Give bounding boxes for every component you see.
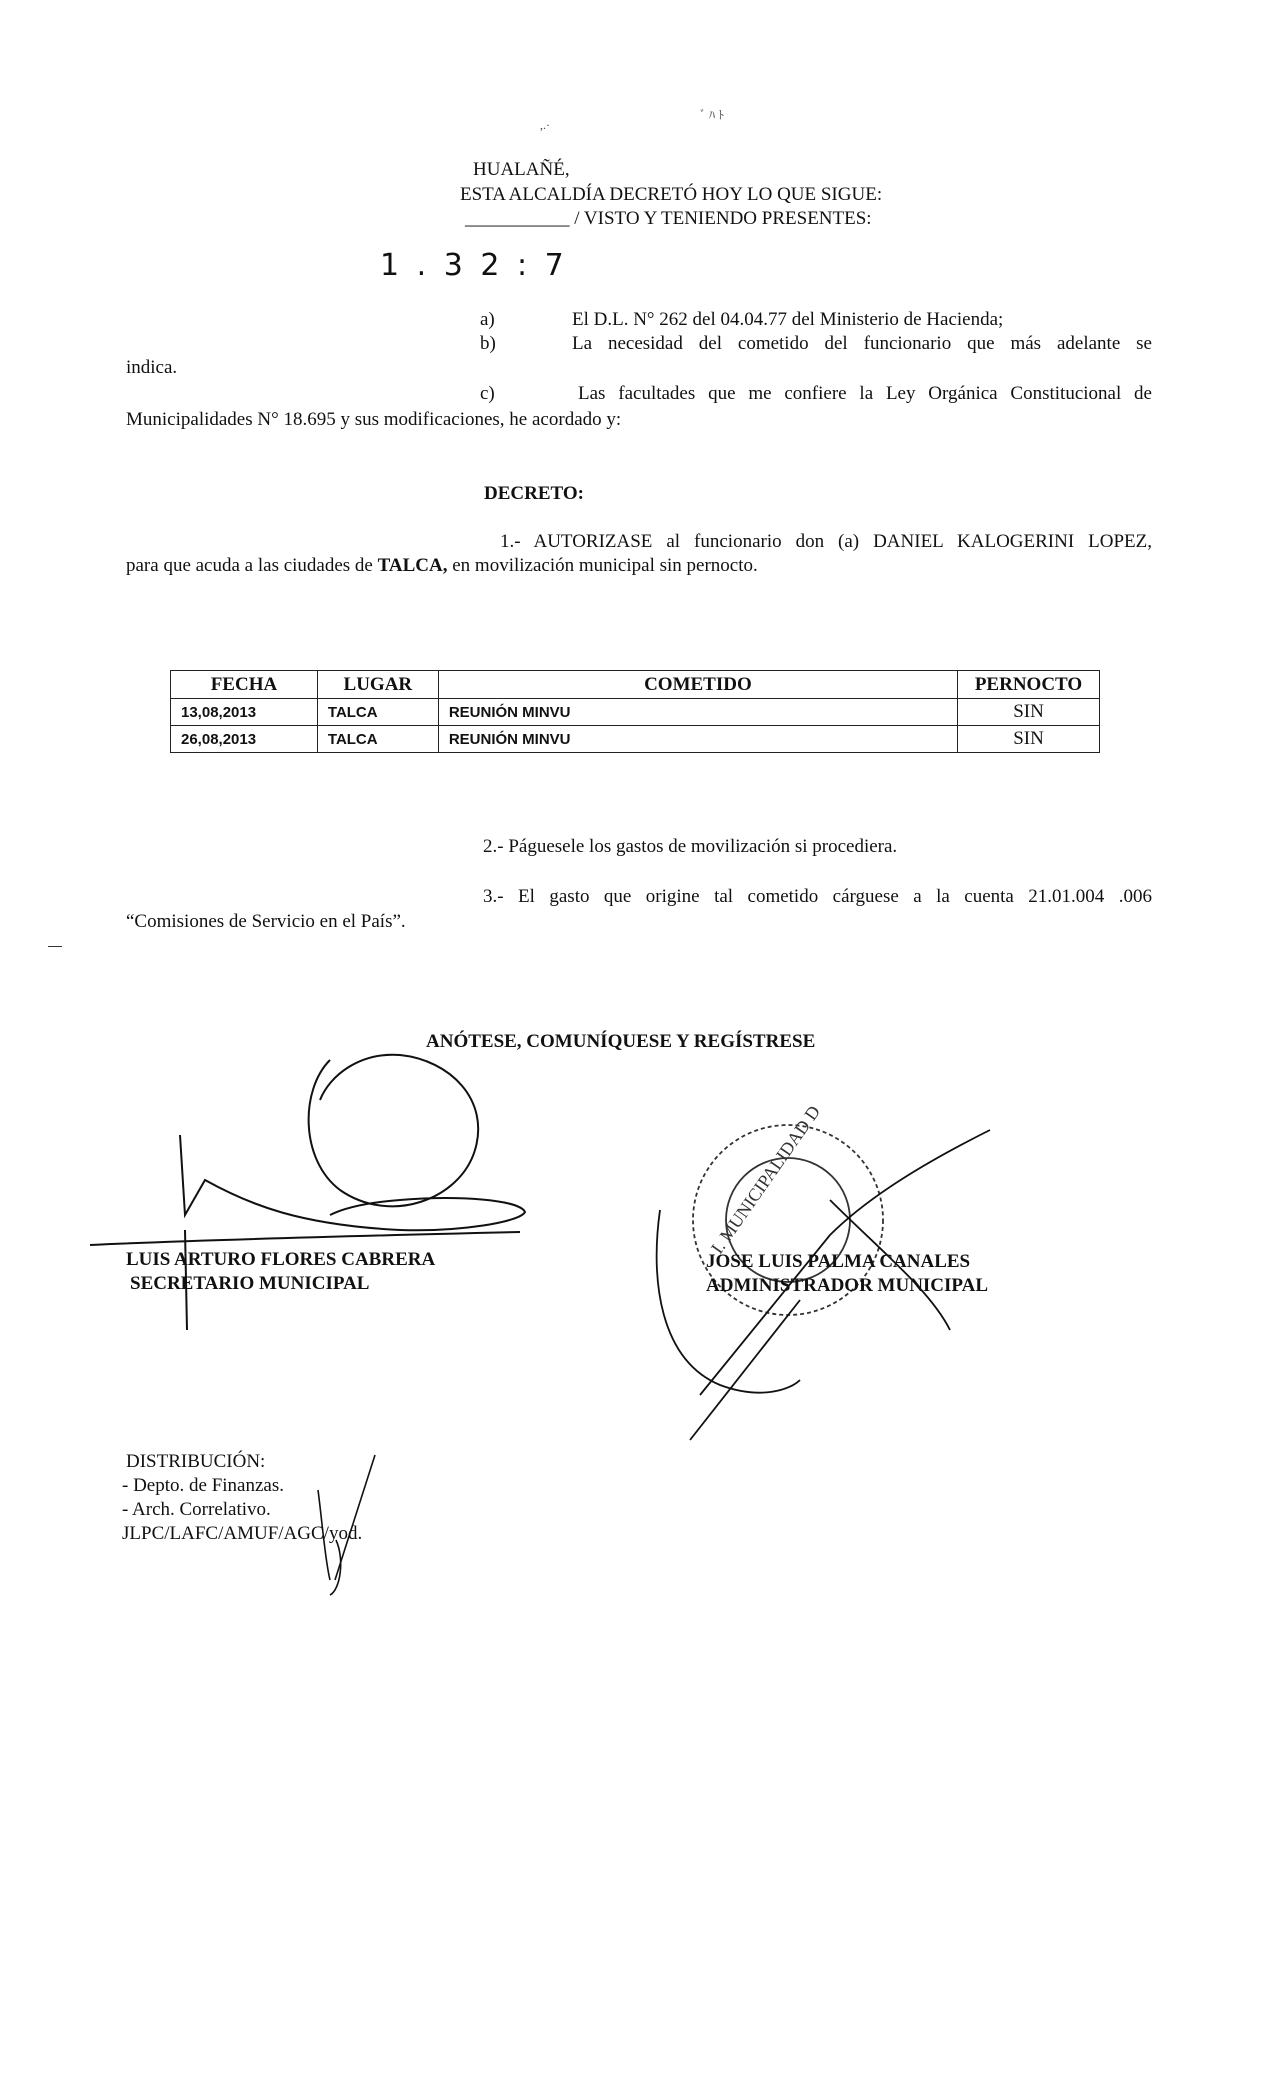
col-header-fecha: FECHA — [171, 671, 318, 699]
cell-lugar: TALCA — [317, 699, 438, 726]
header-line2: / VISTO Y TENIENDO PRESENTES: — [574, 208, 872, 229]
header-line1: ESTA ALCALDÍA DECRETÓ HOY LO QUE SIGUE: — [460, 184, 883, 205]
distribution-item: - Arch. Correlativo. — [122, 1499, 271, 1520]
cell-cometido: REUNIÓN MINVU — [438, 726, 957, 753]
scan-mark: ﾞ ﾊ ﾄ — [700, 108, 725, 122]
signatory-left-name: LUIS ARTURO FLORES CABRERA — [126, 1249, 436, 1270]
closing-formula: ANÓTESE, COMUNÍQUESE Y REGÍSTRESE — [426, 1031, 816, 1052]
considerando-text: El D.L. N° 262 del 04.04.77 del Ministerio de Hacienda; — [572, 309, 1004, 330]
stamp-text: I. MUNICIPALIDAD D — [706, 1101, 825, 1258]
point-1-line1: 1.- AUTORIZASE al funcionario don (a) DANIEL KALOGERINI LOPEZ, — [500, 531, 1152, 552]
considerando-continuation: Municipalidades N° 18.695 y sus modificaciones, he acordado y: — [126, 409, 622, 430]
signatory-right-title: ADMINISTRADOR MUNICIPAL — [706, 1275, 989, 1296]
col-header-lugar: LUGAR — [317, 671, 438, 699]
point-3-line1: 3.- El gasto que origine tal cometido cárguese a la cuenta 21.01.004 .006 — [483, 886, 1152, 907]
signatory-right-name: JOSE LUIS PALMA CANALES — [706, 1251, 971, 1272]
point-3-line2: “Comisiones de Servicio en el País”. — [126, 911, 406, 932]
distribution-title: DISTRIBUCIÓN: — [126, 1451, 266, 1472]
decree-number: 1 . 3 2 : 7 — [380, 248, 568, 283]
cell-cometido: REUNIÓN MINVU — [438, 699, 957, 726]
col-header-pernocto: PERNOCTO — [958, 671, 1100, 699]
scan-mark: ,.· — [540, 118, 550, 132]
cell-lugar: TALCA — [317, 726, 438, 753]
considerando-letter: c) — [480, 383, 495, 404]
decreto-title: DECRETO: — [484, 483, 584, 504]
cell-pernocto: SIN — [958, 699, 1100, 726]
distribution-item: JLPC/LAFC/AMUF/AGC/yod. — [122, 1523, 363, 1544]
header-blank: ___________ — [465, 208, 570, 229]
point-1-text-a: para que acuda a las ciudades de — [126, 555, 373, 576]
considerando-text: La necesidad del cometido del funcionario que más adelante se — [572, 333, 1152, 354]
considerando-continuation: indica. — [126, 357, 178, 378]
cell-pernocto: SIN — [958, 726, 1100, 753]
considerando-text: Las facultades que me confiere la Ley Orgánica Constitucional de — [578, 383, 1152, 404]
point-1-text-b: en movilización municipal sin pernocto. — [452, 555, 758, 576]
cell-fecha: 13,08,2013 — [171, 699, 318, 726]
distribution-item: - Depto. de Finanzas. — [122, 1475, 284, 1496]
considerando-letter: a) — [480, 309, 495, 330]
signatory-left-title: SECRETARIO MUNICIPAL — [130, 1273, 370, 1294]
cell-fecha: 26,08,2013 — [171, 726, 318, 753]
header-city: HUALAÑÉ, — [473, 159, 570, 180]
point-2: 2.- Páguesele los gastos de movilización si procediera. — [483, 836, 898, 857]
point-1-city: TALCA, — [377, 555, 448, 576]
col-header-cometido: COMETIDO — [438, 671, 957, 699]
considerando-letter: b) — [480, 333, 496, 354]
